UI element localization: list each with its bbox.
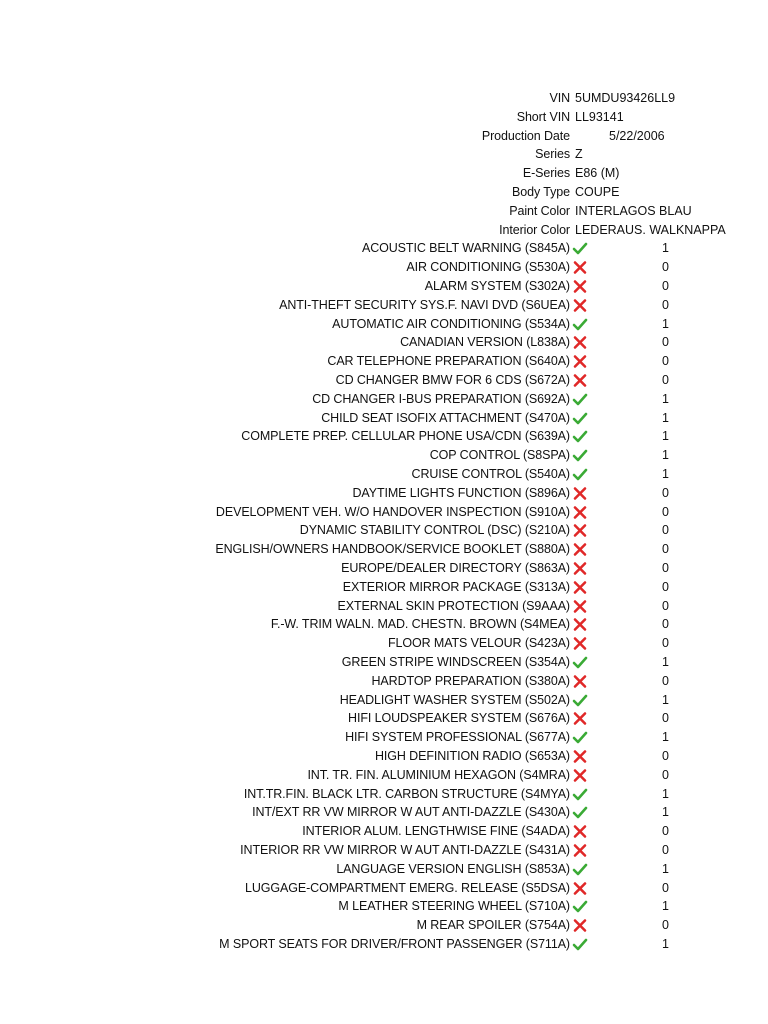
option-label: ALARM SYSTEM (S302A) [424,279,570,293]
option-flag-value: 0 [662,767,669,782]
option-flag-value: 1 [662,467,669,481]
option-row [0,258,768,277]
option-flag-value: 0 [662,843,669,857]
option-label: INTERIOR ALUM. LENGTHWISE FINE (S4ADA) [302,824,570,839]
option-flag-value: 0 [662,636,669,651]
header-label: VIN [549,91,570,105]
option-flag-value: 0 [662,579,669,594]
option-label: CD CHANGER I-BUS PREPARATION (S692A) [312,391,570,406]
option-flag-value: 0 [662,824,669,839]
option-flag-value: 0 [662,354,669,369]
header-row [0,183,768,202]
header-row [0,145,768,164]
option-flag-value: 0 [662,880,669,895]
option-label: GREEN STRIPE WINDSCREEN (S354A) [341,655,570,669]
option-label: M LEATHER STEERING WHEEL (S710A) [338,899,570,914]
cross-icon [572,749,588,764]
option-label: ENGLISH/OWNERS HANDBOOK/SERVICE BOOKLET (S880A) [215,542,570,557]
header-label: Paint Color [509,203,570,218]
cross-icon [572,881,588,896]
header-value: Z [575,147,583,162]
option-row [0,315,768,334]
header-row [0,202,768,221]
option-flag-value: 1 [662,861,669,876]
option-flag-value: 1 [662,937,669,951]
option-label: EUROPE/DEALER DIRECTORY (S863A) [341,561,570,575]
option-label: CANADIAN VERSION (L838A) [400,335,570,350]
option-flag-value: 0 [662,673,669,688]
option-flag-value: 0 [662,918,669,933]
cross-icon [572,768,588,783]
option-row [0,916,768,935]
option-row [0,390,768,409]
option-row [0,578,768,597]
option-row [0,634,768,653]
cross-icon [572,599,588,614]
cross-icon [572,335,588,350]
check-icon [572,241,588,256]
option-row [0,503,768,522]
option-row [0,371,768,390]
option-flag-value: 1 [662,316,669,331]
option-label: M SPORT SEATS FOR DRIVER/FRONT PASSENGER (S711A) [219,937,570,951]
option-flag-value: 1 [662,410,669,425]
cross-icon [572,580,588,595]
header-label: Body Type [512,185,570,199]
option-label: HEADLIGHT WASHER SYSTEM (S502A) [339,692,570,707]
check-icon [572,655,588,670]
option-row [0,879,768,898]
cross-icon [572,674,588,689]
option-flag-value: 0 [662,542,669,557]
check-icon [572,862,588,877]
option-row [0,766,768,785]
cross-icon [572,354,588,369]
option-label: DEVELOPMENT VEH. W/O HANDOVER INSPECTION (S910A) [215,504,570,519]
option-flag-value: 0 [662,561,669,575]
cross-icon [572,260,588,275]
header-label: Production Date [481,128,570,143]
option-row [0,653,768,672]
option-label: COMPLETE PREP. CELLULAR PHONE USA/CDN (S639A) [241,429,570,444]
option-label: CHILD SEAT ISOFIX ATTACHMENT (S470A) [321,410,570,425]
option-row [0,540,768,559]
option-row [0,747,768,766]
header-value: COUPE [575,185,620,199]
cross-icon [572,505,588,520]
header-row [0,108,768,127]
header-value: 5UMDU93426LL9 [575,91,676,105]
header-row [0,221,768,240]
option-flag-value: 0 [662,598,669,613]
option-row [0,785,768,804]
option-row [0,352,768,371]
header-label: E-Series [522,166,570,181]
header-label: Interior Color [499,222,570,237]
option-label: CD CHANGER BMW FOR 6 CDS (S672A) [335,373,570,387]
option-flag-value: 0 [662,617,669,632]
header-value: LL93141 [575,109,624,124]
option-row [0,728,768,747]
option-row [0,803,768,822]
cross-icon [572,523,588,538]
option-label: DAYTIME LIGHTS FUNCTION (S896A) [352,485,570,500]
header-value: INTERLAGOS BLAU [575,203,692,218]
option-row [0,935,768,954]
option-label: HIGH DEFINITION RADIO (S653A) [374,749,570,763]
option-row [0,521,768,540]
option-flag-value: 1 [662,692,669,707]
header-row [0,164,768,183]
check-icon [572,467,588,482]
option-row [0,597,768,616]
header-value: LEDERAUS. WALKNAPPA [575,222,726,237]
cross-icon [572,486,588,501]
option-flag-value: 0 [662,297,669,312]
option-flag-value: 1 [662,391,669,406]
option-label: EXTERIOR MIRROR PACKAGE (S313A) [342,579,570,594]
option-flag-value: 1 [662,655,669,669]
option-label: AUTOMATIC AIR CONDITIONING (S534A) [332,316,570,331]
option-row [0,484,768,503]
option-row [0,559,768,578]
option-label: INT/EXT RR VW MIRROR W AUT ANTI-DAZZLE (S430A) [252,805,570,820]
option-row [0,822,768,841]
option-row [0,427,768,446]
option-flag-value: 0 [662,373,669,387]
check-icon [572,448,588,463]
option-flag-value: 1 [662,899,669,914]
option-label: ACOUSTIC BELT WARNING (S845A) [361,241,570,256]
check-icon [572,411,588,426]
option-label: F.-W. TRIM WALN. MAD. CHESTN. BROWN (S4MEA) [270,617,570,632]
option-row [0,446,768,465]
option-flag-value: 1 [662,448,669,463]
option-row [0,672,768,691]
option-label: INT.TR.FIN. BLACK LTR. CARBON STRUCTURE (S4MYA) [243,786,570,801]
cross-icon [572,918,588,933]
option-label: HIFI LOUDSPEAKER SYSTEM (S676A) [348,711,570,726]
option-label: M REAR SPOILER (S754A) [416,918,570,933]
option-flag-value: 1 [662,429,669,444]
option-flag-value: 0 [662,260,669,275]
header-value: E86 (M) [575,166,620,181]
option-flag-value: 1 [662,786,669,801]
check-icon [572,899,588,914]
option-flag-value: 0 [662,279,669,293]
check-icon [572,730,588,745]
check-icon [572,787,588,802]
option-row [0,239,768,258]
option-label: INT. TR. FIN. ALUMINIUM HEXAGON (S4MRA) [307,767,570,782]
check-icon [572,937,588,952]
check-icon [572,805,588,820]
option-flag-value: 0 [662,523,669,538]
option-label: ANTI-THEFT SECURITY SYS.F. NAVI DVD (S6UEA) [279,297,570,312]
option-row [0,615,768,634]
cross-icon [572,711,588,726]
header-row [0,89,768,108]
option-label: EXTERNAL SKIN PROTECTION (S9AAA) [337,598,570,613]
option-row [0,296,768,315]
option-row [0,691,768,710]
option-row [0,277,768,296]
check-icon [572,429,588,444]
option-row [0,860,768,879]
check-icon [572,317,588,332]
option-row [0,897,768,916]
option-label: FLOOR MATS VELOUR (S423A) [387,636,570,651]
cross-icon [572,843,588,858]
cross-icon [572,373,588,388]
cross-icon [572,824,588,839]
cross-icon [572,561,588,576]
option-flag-value: 0 [662,335,669,350]
option-row [0,465,768,484]
header-label: Series [535,147,570,162]
option-flag-value: 1 [662,241,669,256]
option-label: LANGUAGE VERSION ENGLISH (S853A) [336,861,570,876]
option-label: CAR TELEPHONE PREPARATION (S640A) [327,354,570,369]
header-label: Short VIN [516,109,570,124]
option-flag-value: 0 [662,711,669,726]
option-label: AIR CONDITIONING (S530A) [406,260,570,275]
cross-icon [572,279,588,294]
option-flag-value: 0 [662,504,669,519]
header-value: 5/22/2006 [609,128,665,143]
check-icon [572,693,588,708]
cross-icon [572,542,588,557]
option-label: COP CONTROL (S8SPA) [429,448,570,463]
cross-icon [572,636,588,651]
option-label: HARDTOP PREPARATION (S380A) [371,673,570,688]
option-label: LUGGAGE-COMPARTMENT EMERG. RELEASE (S5DSA) [244,880,570,895]
option-row [0,333,768,352]
option-row [0,841,768,860]
option-label: INTERIOR RR VW MIRROR W AUT ANTI-DAZZLE (S431A) [240,843,570,857]
cross-icon [572,617,588,632]
option-flag-value: 0 [662,485,669,500]
option-label: DYNAMIC STABILITY CONTROL (DSC) (S210A) [299,523,570,538]
option-row [0,409,768,428]
option-flag-value: 0 [662,749,669,763]
option-flag-value: 1 [662,805,669,820]
check-icon [572,392,588,407]
option-label: CRUISE CONTROL (S540A) [411,467,570,481]
option-label: HIFI SYSTEM PROFESSIONAL (S677A) [345,730,570,745]
header-row [0,127,768,146]
cross-icon [572,298,588,313]
option-flag-value: 1 [662,730,669,745]
option-row [0,709,768,728]
